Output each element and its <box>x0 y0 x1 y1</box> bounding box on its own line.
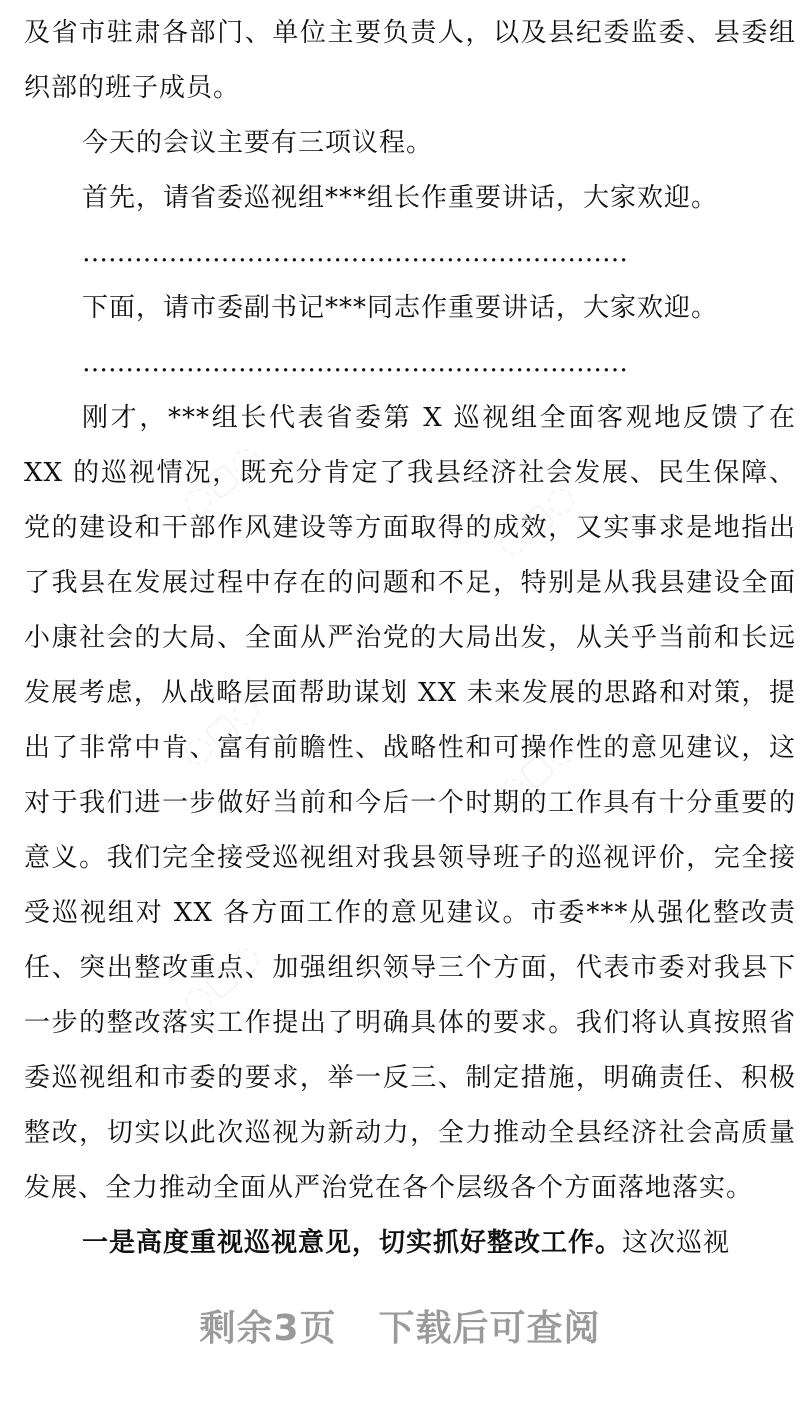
paragraph-second-speech: 下面，请市委副书记***同志作重要讲话，大家欢迎。 <box>82 293 719 323</box>
paragraph-point-one <box>24 1216 796 1271</box>
paragraph-feedback-summary: 刚才，***组长代表省委第 X 巡视组全面客观地反馈了在 XX 的巡视情况，既充分肯定了我县经济社会发展、民生保障、党的建设和干部作风建设等方面取得的成效，又实事求是地指出了我县在发展过程中存在的问题和不足，特别是从我县建设全面小康社会的大局、全面从严治党的大局出发，从关乎当前和长远发展考虑，从战略层面帮助谋划 XX 未来发展的思路和对策，提出了非常中肯、富有前瞻性、战略性和可操作性的意见建议，这对于我们进一步做好当前和今后一个时期的工作具有十分重要的意义。我们完全接受巡视组对我县领导班子的巡视评价，完全接受巡视组对 XX 各方面工作的意见建议。市委***从强化整改责任、突出整改重点、加强组织领导三个方面，代表市委对我县下一步的整改落实工作提出了明确具体的要求。我们将认真按照省委巡视组和市委的要求，举一反三、制定措施，明确责任、积极整改，切实以此次巡视为新动力，全力推动全县经济社会高质量发展、全力推动全面从严治党在各个层级各个方面落地落实。 <box>24 403 796 1203</box>
ellipsis-divider: ……………………………………………………… <box>82 348 628 378</box>
paragraph-first-speech: 首先，请省委巡视组***组长作重要讲话，大家欢迎。 <box>82 183 719 213</box>
ellipsis-divider: ……………………………………………………… <box>82 238 628 268</box>
point-one-text: 这次巡视 <box>622 1228 731 1258</box>
download-to-view-label: 下载后可查阅 <box>378 1308 601 1349</box>
paragraph-attendees: 及省市驻肃各部门、单位主要负责人，以及县纪委监委、县委组织部的班子成员。 <box>24 18 796 103</box>
paragraph-agenda: 今天的会议主要有三项议程。 <box>82 128 434 158</box>
point-one-heading: 一是高度重视巡视意见，切实抓好整改工作。 <box>82 1228 623 1258</box>
download-prompt[interactable] <box>0 1300 800 1351</box>
document-body <box>24 6 796 1271</box>
remaining-pages-label: 剩余3页 <box>199 1308 337 1349</box>
